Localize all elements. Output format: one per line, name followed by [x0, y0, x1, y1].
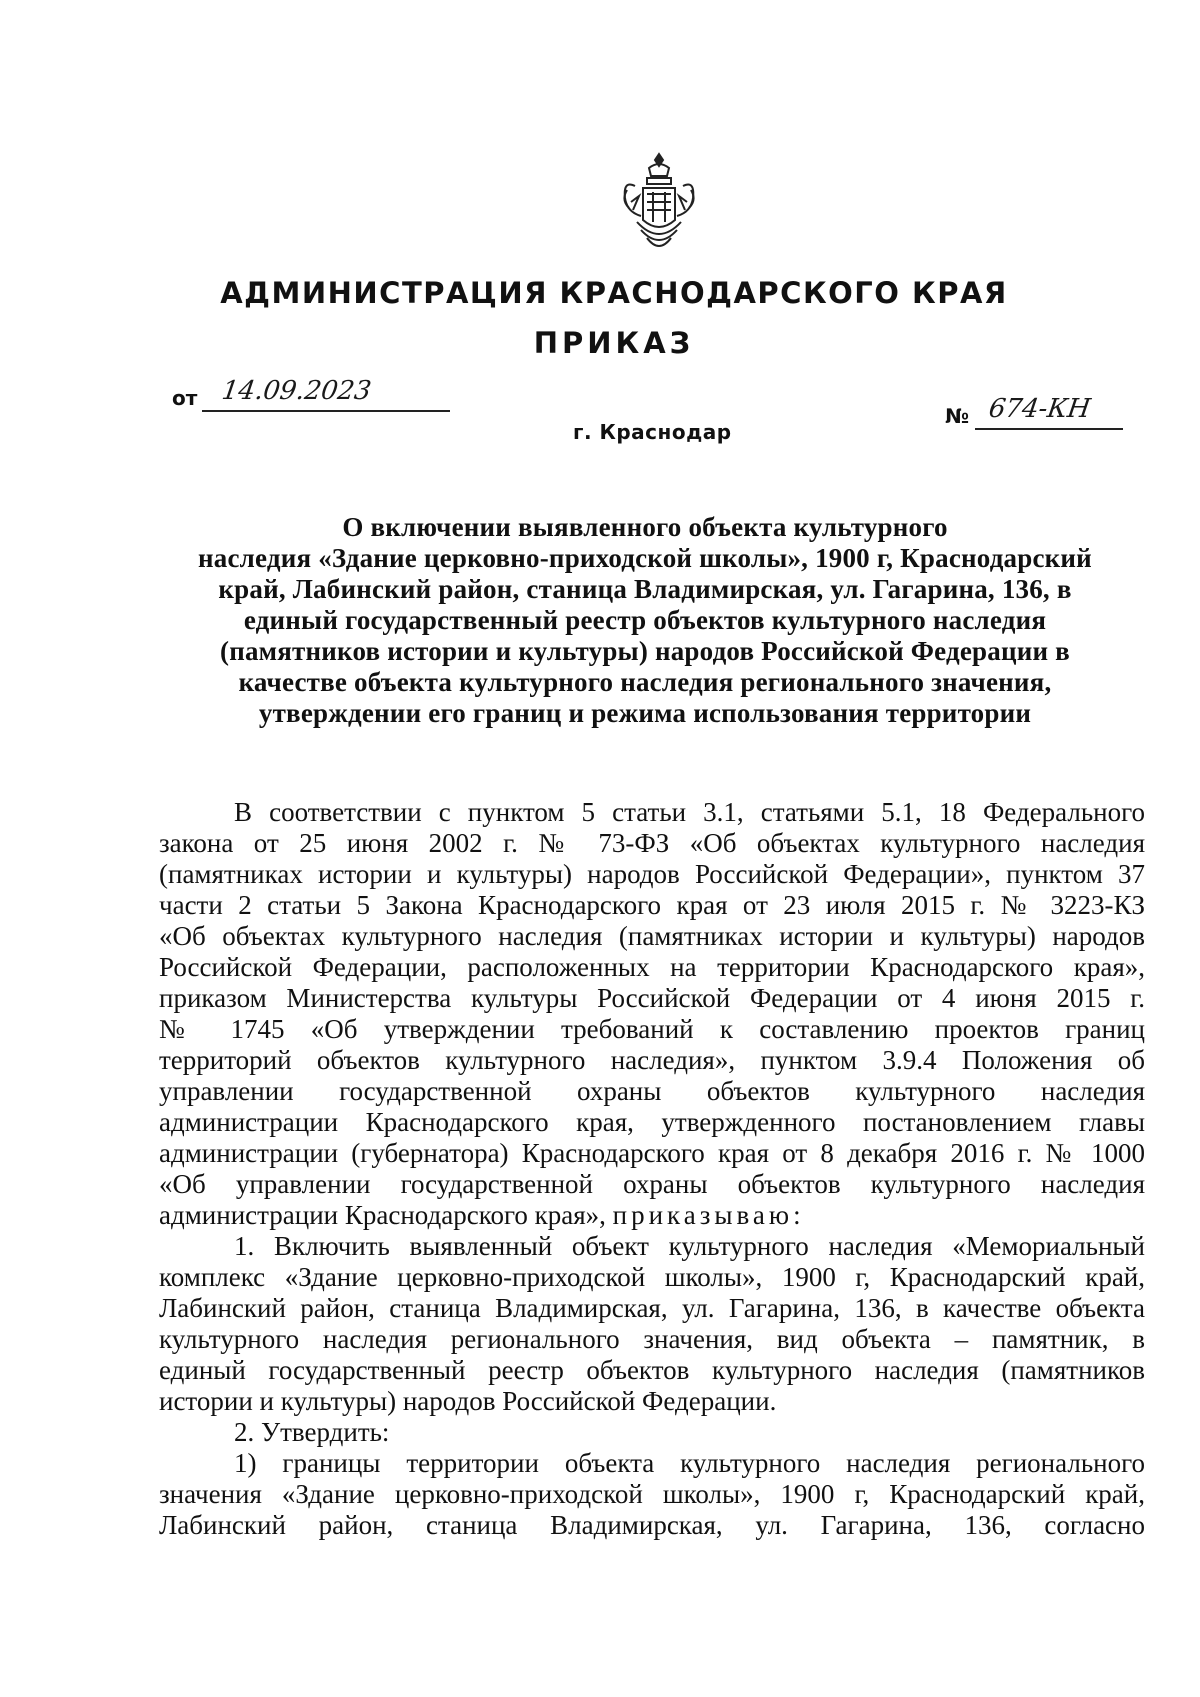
date-underline — [202, 410, 450, 412]
subject-line: качестве объекта культурного наследия регионального значения, — [238, 667, 1052, 697]
number-value: 674-КН — [986, 394, 1093, 424]
city: г. Краснодар — [573, 420, 732, 444]
document-body — [159, 797, 1145, 1541]
number-field — [945, 394, 1145, 432]
subject-line: О включении выявленного объекта культурного — [342, 512, 948, 542]
subject-line: (памятников истории и культуры) народов Российской Федерации в — [220, 636, 1070, 666]
body-line: истории и культуры) народов Российской Федерации. — [159, 1386, 777, 1416]
body-line: Лабинский район, станица Владимирская, ул. Гагарина, 136, в качестве объекта — [159, 1293, 1145, 1323]
body-line: № 1745 «Об утверждении требований к составлению проектов границ — [159, 1014, 1145, 1044]
body-line: закона от 25 июня 2002 г. № 73-ФЗ «Об объектах культурного наследия — [159, 828, 1145, 858]
subject-line: единый государственный реестр объектов культурного наследия — [243, 605, 1047, 635]
body-line: приказом Министерства культуры Российской Федерации от 4 июня 2015 г. — [159, 983, 1145, 1013]
body-line: Лабинский район, станица Владимирская, ул. Гагарина, 136, согласно — [159, 1510, 1145, 1540]
body-line: территорий объектов культурного наследия», пунктом 3.9.4 Положения об — [159, 1045, 1145, 1075]
body-line: «Об объектах культурного наследия (памятниках истории и культуры) народов — [159, 921, 1145, 951]
body-line: комплекс «Здание церковно-приходской школы», 1900 г, Краснодарский край, — [159, 1262, 1145, 1292]
document-subject — [150, 512, 1140, 729]
body-line — [159, 1200, 1145, 1231]
body-line: (памятниках истории и культуры) народов Российской Федерации», пунктом 37 — [159, 859, 1145, 889]
subject-line: наследия «Здание церковно-приходской школы», 1900 г, Краснодарский — [198, 543, 1092, 573]
body-line: значения «Здание церковно-приходской школы», 1900 г, Краснодарский край, — [159, 1479, 1145, 1509]
decree-word: приказываю: — [612, 1200, 805, 1230]
body-line: администрации (губернатора) Краснодарского края от 8 декабря 2016 г. № 1000 — [159, 1138, 1145, 1168]
body-line: 2. Утвердить: — [234, 1417, 390, 1447]
subject-line: утверждении его границ и режима использования территории — [258, 698, 1032, 728]
body-line: В соответствии с пунктом 5 статьи 3.1, статьями 5.1, 18 Федерального — [234, 797, 1145, 827]
body-line: «Об управлении государственной охраны объектов культурного наследия — [159, 1169, 1145, 1199]
coat-of-arms-icon — [617, 150, 701, 260]
date-label: от — [172, 386, 198, 410]
body-line: управлении государственной охраны объектов культурного наследия — [159, 1076, 1145, 1106]
subject-line: край, Лабинский район, станица Владимирская, ул. Гагарина, 136, в — [218, 574, 1072, 604]
date-value: 14.09.2023 — [219, 376, 373, 406]
body-line: культурного наследия регионального значения, вид объекта – памятник, в — [159, 1324, 1145, 1354]
body-line: части 2 статьи 5 Закона Краснодарского края от 23 июля 2015 г. № 3223-КЗ — [159, 890, 1145, 920]
document-type: ПРИКАЗ — [533, 326, 695, 360]
number-label: № — [945, 404, 970, 428]
body-line: единый государственный реестр объектов культурного наследия (памятников — [159, 1355, 1145, 1385]
body-line: 1. Включить выявленный объект культурного наследия «Мемориальный — [234, 1231, 1145, 1261]
organization-name: АДМИНИСТРАЦИЯ КРАСНОДАРСКОГО КРАЯ — [220, 276, 1008, 310]
body-line: 1) границы территории объекта культурного наследия регионального — [234, 1448, 1145, 1478]
number-underline — [975, 428, 1123, 430]
date-field — [172, 376, 472, 414]
body-line: администрации Краснодарского края, утвержденного постановлением главы — [159, 1107, 1145, 1137]
body-line-text: администрации Краснодарского края», — [159, 1200, 606, 1230]
body-line: Российской Федерации, расположенных на территории Краснодарского края», — [159, 952, 1145, 982]
